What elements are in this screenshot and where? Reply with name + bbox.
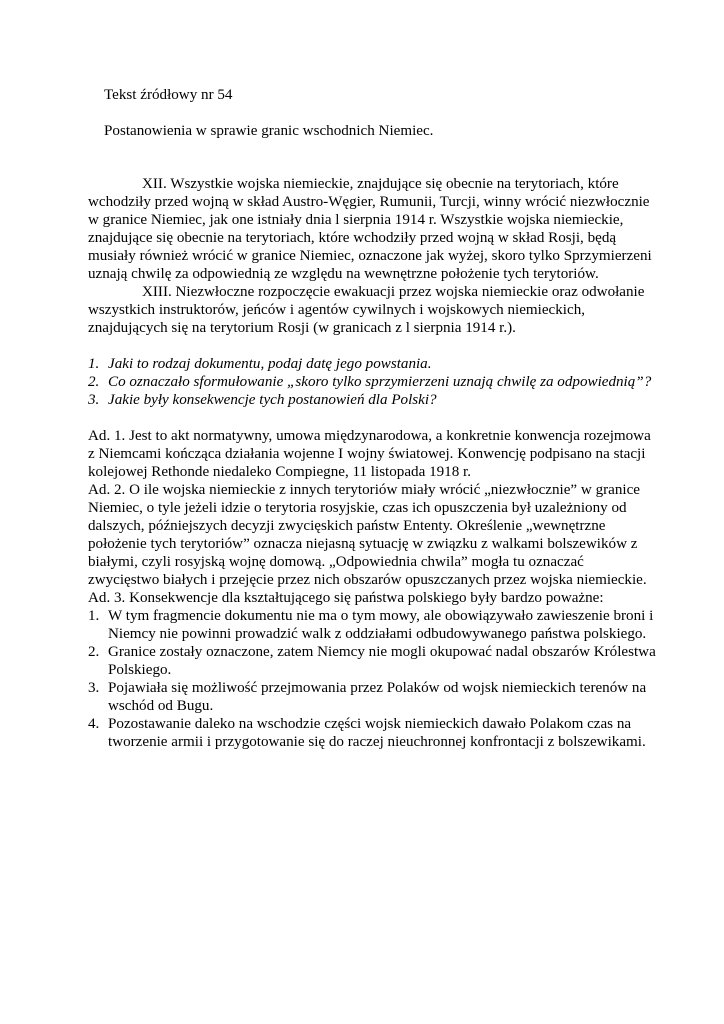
answer-line: Ad. 3. Konsekwencje dla kształtującego się państwa polskiego były bardzo poważne: (88, 590, 604, 606)
document-page: Tekst źródłowy nr 54 Postanowienia w sprawie granic wschodnich Niemiec. XII. Wszystkie wojska niemieckie, znajdujące się obecnie na terytoriach, które wchodziły przed wojną w skład Austro-Węgier, Rumunii, Turcji, winny wrócić niezwłocznie w granice Niemiec, jak one istniały dnia l sierpnia 1914 r. Wszystkie wojska niemieckie, znajdujące się obecnie na terytoriach, które wchodziły przed wojną w skład Rosji, będą musiały również wrócić w granice Niemiec, oznaczone jak wyżej, skoro tylko Sprzymierzeni uznają chwilę za odpowiednią ze względu na wewnętrzne położenie tych terytoriów. XIII. Niezwłoczne rozpoczęcie ewakuacji przez wojska niemieckie oraz odwołanie wszystkich instruktorów, jeńców i agentów cywilnych i wojskowych niemieckich, znajdujących się na terytorium Rosji (w granicach z l sierpnia 1914 r.). 1. Jaki to rodzaj dokumentu, podaj datę jego powstania. 2. Co oznaczało sformułowanie „skoro tylko sprzymierzeni uznają chwilę za odpowiednią”? 3. Jakie były konsekwencje tych postanowień dla Polski? Ad. 1. Jest to akt normatywny, umowa międzynarodowa, a konkretnie konwencja rozejmowa z Niemcami kończąca działania wojenne I wojny światowej. Konwencję podpisano na stacji kolejowej Rethonde niedaleko Compiegne, 11 listopada 1918 r. Ad. 2. O ile wojska niemieckie z innych terytoriów miały wrócić „niezwłocznie” w granice Niemiec, o tyle jeżeli idzie o terytoria rosyjskie, czas ich opuszczenia był uzależniony od dalszych, późniejszych decyzji zwycięskich państw Ententy. Określenie „wewnętrzne położenie tych terytoriów” oznacza niejasną sytuację w związku z walkami bolszewików z białymi, czyli rosyjską wojnę domową. „Odpowiednia chwila” mogła tu oznaczać zwycięstwo białych i przejęcie przez nich obszarów opuszczanych przez wojska niemieckie. Ad. 3. Konsekwencje dla kształtującego się państwa polskiego były bardzo poważne: 1. W tym fragmencie dokumentu nie ma o tym mowy, ale obowiązywało zawieszenie broni i Niemcy nie powinni prowadzić walk z oddziałami odbudowywanego państwa polskiego. 2. Granice zostały oznaczone, zatem Niemcy nie mogli okupować nadal obszarów Królestwa Polskiego. 3. Pojawiała się możliwość przejmowania przez Polaków od wojsk niemieckich terenów na wschód od Bugu. 4. Pozostawanie daleko na wschodzie części wojsk niemieckich dawało Polakom czas na tworzenie armii i przygotowanie się do raczej nieuchronnej konfrontacji z bolszewikami. (88, 87, 656, 750)
source-line: musiały również wrócić w granice Niemiec, oznaczone jak wyżej, skoro tylko Sprzymierzeni (88, 248, 652, 264)
answer-line: białymi, czyli rosyjską wojnę domową. „Odpowiednia chwila” mogła tu oznaczać (88, 554, 584, 570)
source-line: znajdujących się na terytorium Rosji (w granicach z l sierpnia 1914 r.). (88, 320, 516, 336)
answer-line: z Niemcami kończąca działania wojenne I wojny światowej. Konwencję podpisano na stacji (88, 446, 646, 462)
source-line: uznają chwilę za odpowiednią ze względu na wewnętrzne położenie tych terytoriów. (88, 266, 599, 282)
answer-line: Ad. 1. Jest to akt normatywny, umowa międzynarodowa, a konkretnie konwencja rozejmowa (88, 428, 651, 444)
source-line: XII. Wszystkie wojska niemieckie, znajdujące się obecnie na terytoriach, które (142, 176, 619, 192)
answer-line: kolejowej Rethonde niedaleko Compiegne, 11 listopada 1918 r. (88, 464, 471, 480)
answer-line: dalszych, późniejszych decyzji zwycięskich państw Ententy. Określenie „wewnętrzne (88, 518, 606, 534)
answer-line: Ad. 2. O ile wojska niemieckie z innych terytoriów miały wrócić „niezwłocznie” w granice (88, 482, 640, 498)
source-line: wchodziły przed wojną w skład Austro-Węgier, Rumunii, Turcji, winny wrócić niezwłocznie (88, 194, 650, 210)
source-line: wszystkich instruktorów, jeńców i agentów cywilnych i wojskowych niemieckich, (88, 302, 586, 318)
answer-line: położenie tych terytoriów” oznacza niejasną sytuację w związku z walkami bolszewików z (88, 536, 638, 552)
source-line: w granice Niemiec, jak one istniały dnia l sierpnia 1914 r. Wszystkie wojska niemieckie, (88, 212, 624, 228)
source-line: znajdujące się obecnie na terytoriach, które wchodziły przed wojną w skład Rosji, będą (88, 230, 617, 246)
answer-line: zwycięstwo białych i przejęcie przez nich obszarów opuszczanych przez wojska niemieckie. (88, 572, 647, 588)
document-title: Postanowienia w sprawie granic wschodnich Niemiec. (104, 123, 434, 139)
source-label: Tekst źródłowy nr 54 (104, 87, 233, 103)
source-line: XIII. Niezwłoczne rozpoczęcie ewakuacji przez wojska niemieckie oraz odwołanie (142, 284, 645, 300)
answer-line: Niemiec, o tyle jeżeli idzie o terytoria rosyjskie, czas ich opuszczenia był uzależniony od (88, 500, 627, 516)
